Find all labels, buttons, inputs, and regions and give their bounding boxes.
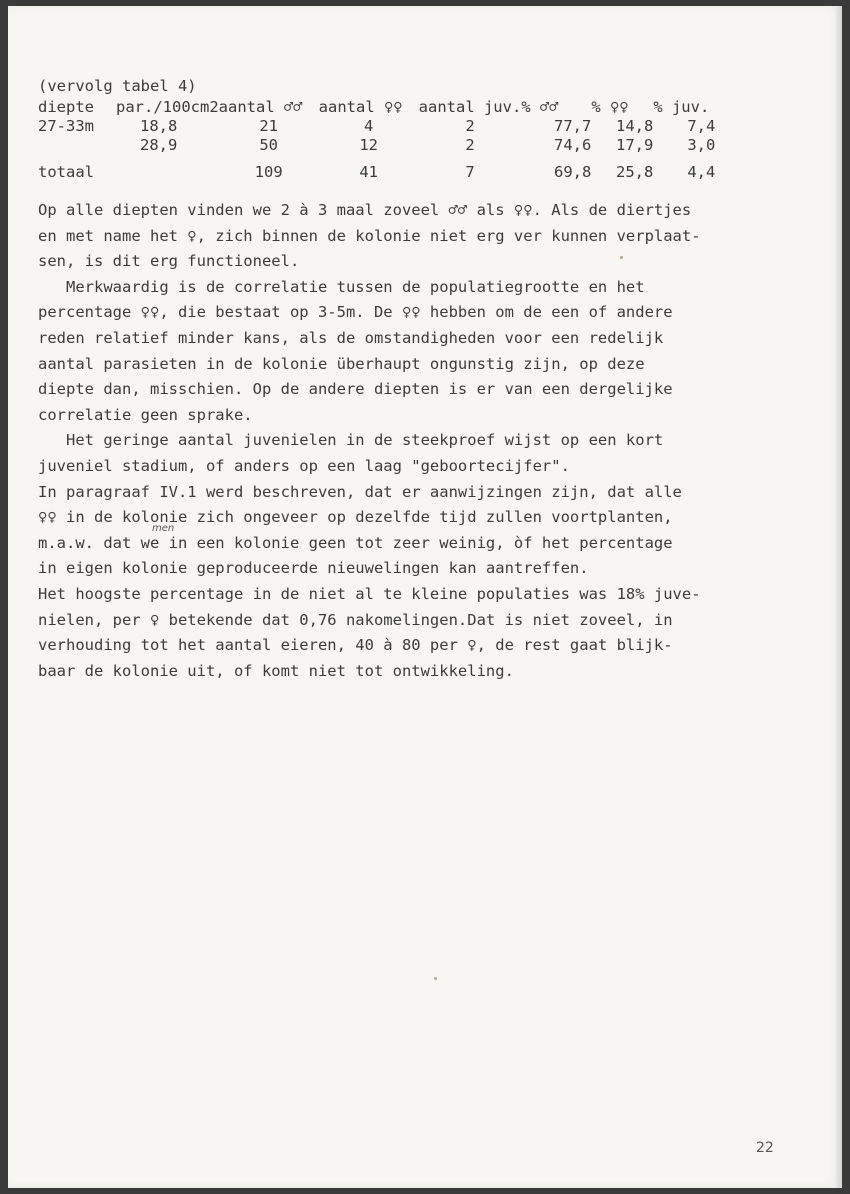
text-line: m.a.w. dat we in een kolonie geen tot zeer weinig, òf het percentage [38, 533, 673, 552]
cell-pct-juv: 7,4 [687, 117, 716, 135]
total-pct-juv: 4,4 [687, 163, 716, 181]
table-row [38, 136, 715, 155]
cell-par: 18,8 [140, 117, 178, 135]
cell-diepte [38, 136, 110, 155]
cell-par: 28,9 [140, 136, 178, 154]
text-line: nielen, per ♀ betekende dat 0,76 nakomelingen.Dat is niet zoveel, in [38, 610, 673, 629]
text-line: verhouding tot het aantal eieren, 40 à 80 per ♀, de rest gaat blijk- [38, 636, 673, 655]
cell-pct-females: 17,9 [615, 136, 654, 154]
cell-diepte: 27-33m [38, 117, 94, 135]
cell-aantal-males: 21 [259, 117, 278, 135]
header-pct-males: % ♂♂ [521, 98, 559, 116]
total-aantal-juv: 7 [465, 163, 475, 181]
text-line: percentage ♀♀, die bestaat op 3-5m. De ♀♀ hebben om de een of andere [38, 303, 673, 322]
total-par [110, 163, 219, 182]
total-pct-males: 69,8 [553, 163, 592, 181]
table-continuation-title: (vervolg tabel 4) [38, 77, 197, 95]
total-aantal-females: 41 [359, 163, 378, 181]
text-line: Op alle diepten vinden we 2 à 3 maal zoveel ♂♂ als ♀♀. Als de diertjes [38, 201, 692, 219]
cell-aantal-juv: 2 [465, 136, 475, 154]
table-row [38, 117, 715, 136]
table-header-row [38, 98, 715, 117]
total-aantal-males: 109 [254, 163, 283, 181]
text-line: Merkwaardig is de correlatie tussen de populatiegrootte en het [38, 277, 645, 296]
page-number: 22 [756, 1140, 774, 1156]
handwritten-annotation: men [152, 523, 175, 534]
header-diepte: diepte [38, 98, 94, 116]
text-line: aantal parasieten in de kolonie überhaupt ongunstig zijn, op deze [38, 354, 645, 373]
text-line: diepte dan, misschien. Op de andere diepten is er van een dergelijke [38, 380, 673, 399]
text-line: Het geringe aantal juvenielen in de steekproef wijst op een kort [38, 431, 664, 450]
cell-aantal-females: 4 [363, 117, 374, 135]
header-aantal-males: aantal ♂♂ [218, 98, 303, 116]
paper-speck [620, 256, 623, 259]
page-edge-shadow [836, 6, 842, 1188]
cell-aantal-females: 12 [359, 136, 378, 154]
cell-pct-males: 77,7 [553, 117, 592, 135]
table-spacer [38, 155, 715, 163]
header-aantal-females: aantal ♀♀ [318, 98, 403, 116]
text-line: baar de kolonie uit, of komt niet tot ontwikkeling. [38, 661, 514, 680]
header-par: par./100cm2 [116, 98, 219, 116]
text-line: en met name het ♀, zich binnen de kolonie niet erg ver kunnen verplaat- [38, 226, 701, 245]
header-aantal-juv: aantal juv. [418, 98, 522, 116]
data-table [38, 98, 715, 182]
text-line: in eigen kolonie geproduceerde nieuwelingen kan aantreffen. [38, 559, 589, 578]
paper-speck [434, 977, 437, 980]
cell-pct-females: 14,8 [615, 117, 654, 135]
text-line: In paragraaf IV.1 werd beschreven, dat er aanwijzingen zijn, dat alle [38, 482, 682, 501]
cell-pct-males: 74,6 [553, 136, 592, 154]
header-pct-females: % ♀♀ [591, 98, 629, 116]
total-pct-females: 25,8 [615, 163, 654, 181]
total-label: totaal [38, 163, 94, 181]
cell-aantal-juv: 2 [465, 117, 475, 135]
table-total-row [38, 163, 715, 182]
body-text [38, 198, 701, 684]
text-line: juveniel stadium, of anders op een laag "geboortecijfer". [38, 456, 570, 475]
cell-pct-juv: 3,0 [687, 136, 716, 154]
text-line: reden relatief minder kans, als de omstandigheden voor een redelijk [38, 328, 664, 347]
text-line: ♀♀ in de kolonie zich ongeveer op dezelfde tijd zullen voortplanten, [38, 508, 673, 527]
text-line: correlatie geen sprake. [38, 405, 253, 424]
cell-aantal-males: 50 [259, 136, 278, 154]
text-line: Het hoogste percentage in de niet al te kleine populaties was 18% juve- [38, 584, 701, 603]
text-line: sen, is dit erg functioneel. [38, 252, 300, 271]
header-pct-juv: % juv. [653, 98, 710, 116]
